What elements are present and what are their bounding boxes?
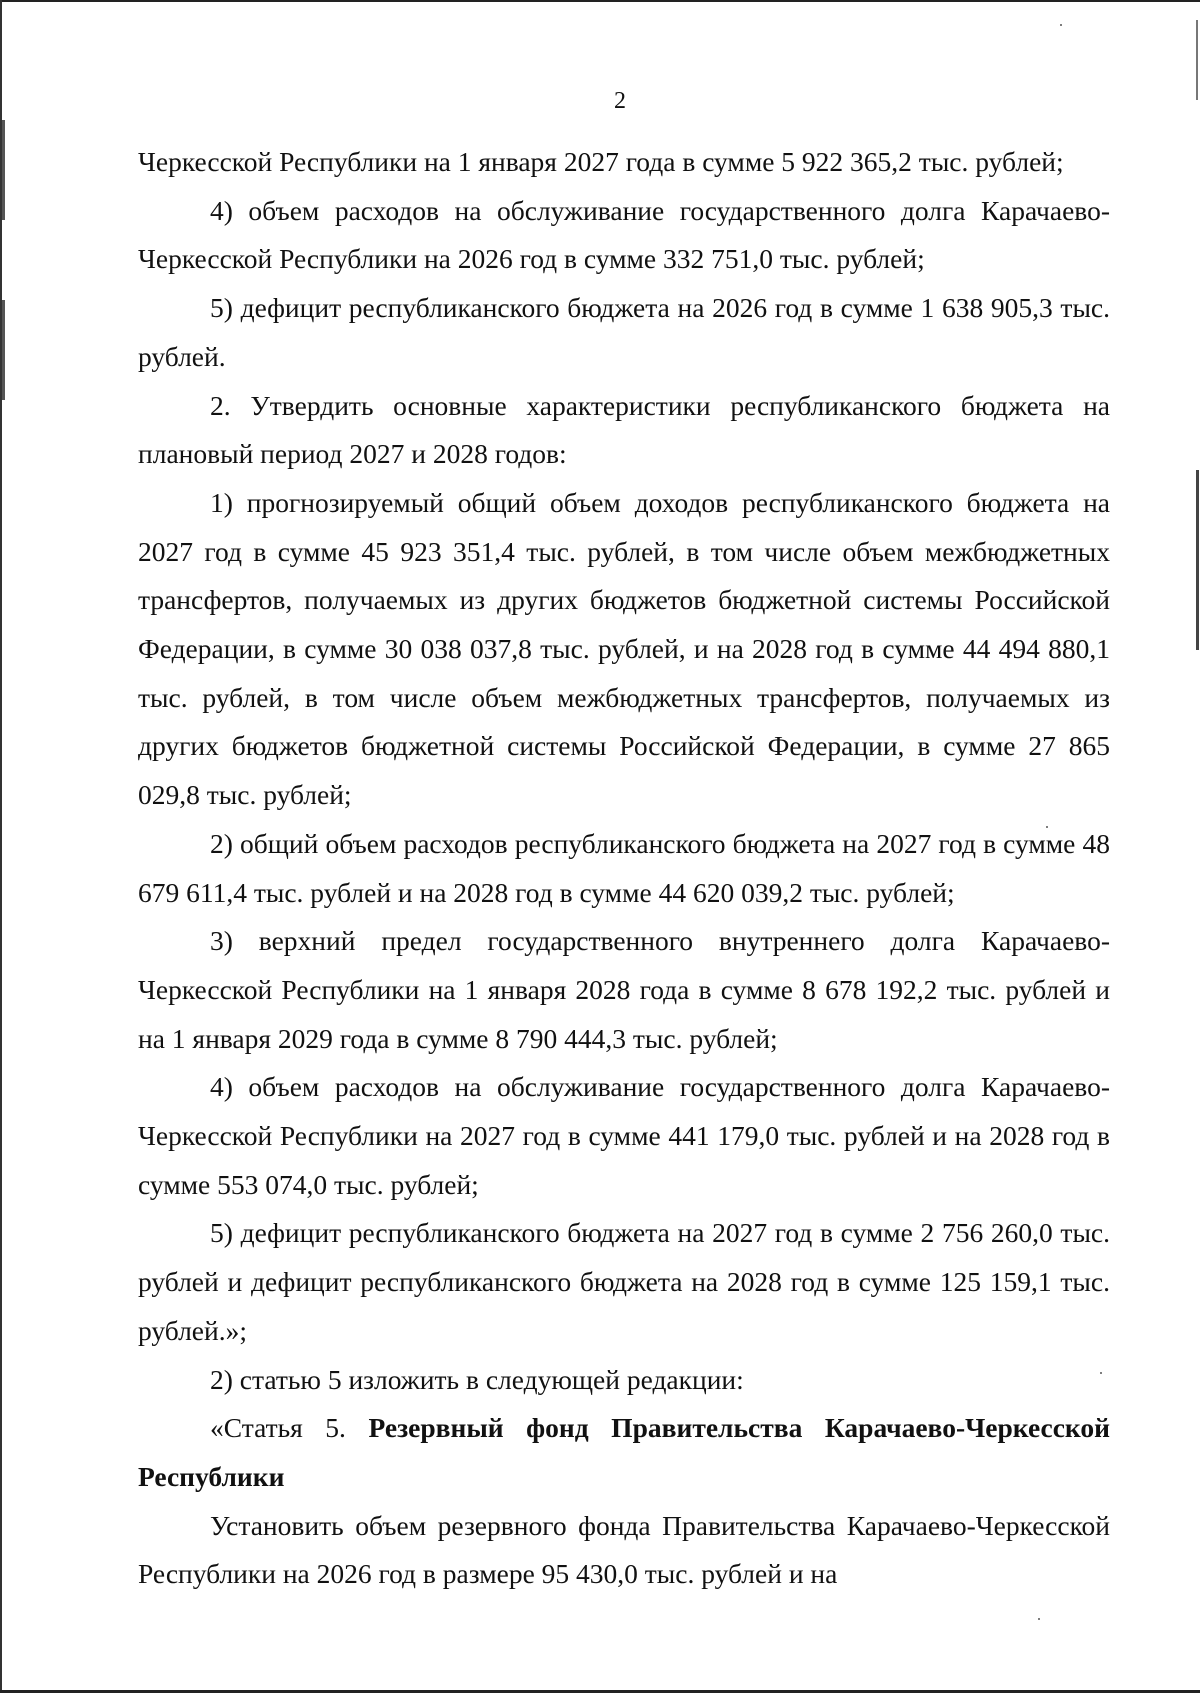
paragraph-reserve-fund: Установить объем резервного фонда Правительства Карачаево-Черкесской Республики на 2026 год в размере 95 430,0 тыс. рублей и на: [138, 1509, 1110, 1590]
paragraph-continuation: Черкесской Республики на 1 января 2027 года в сумме 5 922 365,2 тыс. рублей;: [138, 146, 1064, 177]
document-body: [138, 138, 1110, 1599]
scan-edge-left: [0, 0, 2, 1693]
scan-edge-right-mark: [1196, 470, 1199, 650]
paragraph-approve-characteristics: 2. Утвердить основные характеристики республиканского бюджета на плановый период 2027 и 2028 годов:: [138, 389, 1110, 470]
paragraph-debt-service-2026: 4) объем расходов на обслуживание государственного долга Карачаево-Черкесской Республики на 2026 год в сумме 332 751,0 тыс. рублей;: [138, 194, 1110, 275]
paragraph-article-5-instruction: 2) статью 5 изложить в следующей редакции:: [210, 1363, 744, 1395]
paragraph-debt-service-2027-2028: 4) объем расходов на обслуживание государственного долга Карачаево-Черкесской Республики на 2027 год в сумме 441 179,0 тыс. рублей и на 2028 год в сумме 553 074,0 тыс. рублей;: [138, 1071, 1110, 1200]
paragraph-deficit-2026: 5) дефицит республиканского бюджета на 2026 год в сумме 1 638 905,3 тыс. рублей.: [138, 292, 1110, 372]
page-number: 2: [614, 88, 626, 114]
article-5-title: Резервный фонд Правительства Карачаево-Черкесской Республики: [138, 1412, 1111, 1492]
scan-edge-left-mark: [2, 120, 5, 220]
paragraph-deficit-2027-2028: 5) дефицит республиканского бюджета на 2027 год в сумме 2 756 260,0 тыс. рублей и дефицит республиканского бюджета на 2028 год в сумме 125 159,1 тыс. рублей.»;: [138, 1217, 1110, 1346]
paragraph-debt-limit-2028-2029: 3) верхний предел государственного внутреннего долга Карачаево-Черкесской Республики на 1 января 2028 года в сумме 8 678 192,2 тыс. рублей и на 1 января 2029 года в сумме 8 790 444,3 тыс. рублей;: [138, 925, 1110, 1054]
paragraph-revenue-2027-2028: 1) прогнозируемый общий объем доходов республиканского бюджета на 2027 год в сумме 45 923 351,4 тыс. рублей, в том числе объем межбюджетных трансфертов, получаемых из других бюджетов бюджетной системы Российской Федерации, в сумме 30 038 037,8 тыс. рублей, и на 2028 год в сумме 44 494 880,1 тыс. рублей, в том числе объем межбюджетных трансфертов, получаемых из других бюджетов бюджетной системы Российской Федерации, в сумме 27 865 029,8 тыс. рублей;: [138, 486, 1110, 811]
article-5-heading: [138, 1404, 1110, 1501]
scan-speck: [1060, 24, 1062, 26]
scan-edge-top: [0, 0, 1200, 2]
article-5-label: «Статья 5.: [210, 1412, 369, 1444]
scan-speck: [1038, 1618, 1040, 1620]
scan-edge-left-mark: [2, 300, 5, 400]
paragraph-expenses-2027-2028: 2) общий объем расходов республиканского бюджета на 2027 год в сумме 48 679 611,4 тыс. рублей и на 2028 год в сумме 44 620 039,2 тыс. рублей;: [138, 827, 1110, 908]
